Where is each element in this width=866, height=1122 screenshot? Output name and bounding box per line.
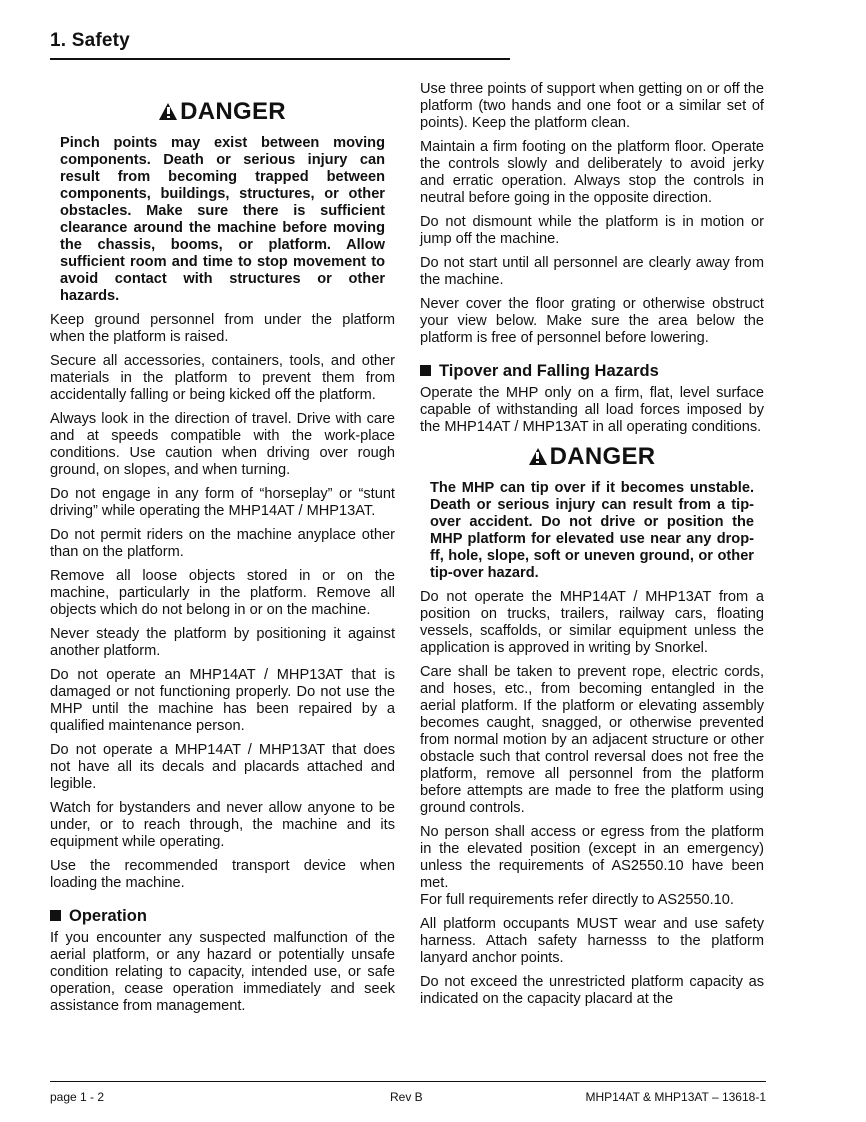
paragraph: Care shall be taken to prevent rope, electric cords, and hoses, etc., from becoming entangled in the aerial platform. If the platform or elevating assembly becomes caught, snagged, or otherwise prevented from normal motion by an adjacent structure or other obstacle such that control reversal does not free the platform, remove all personnel from the platform before attempts are made to free the platform using ground controls. (420, 664, 764, 816)
paragraph: Never steady the platform by positioning it against another platform. (50, 626, 395, 659)
paragraph: Remove all loose objects stored in or on the machine, particularly in the platform. Remove all objects which do not belong in or on the machine. (50, 568, 395, 618)
document-id: MHP14AT & MHP13AT – 13618-1 (585, 1090, 766, 1104)
paragraph: Do not dismount while the platform is in motion or jump off the machine. (420, 214, 764, 247)
paragraph: Maintain a firm footing on the platform floor. Operate the controls slowly and deliberately to avoid jerky and erratic operation. Always stop the controls in neutral before going in the opposite direction. (420, 139, 764, 206)
revision: Rev B (390, 1090, 423, 1104)
paragraph: Do not exceed the unrestricted platform capacity as indicated on the capacity placard at the (420, 974, 764, 1007)
paragraph: Watch for bystanders and never allow anyone to be under, or to reach through, the machine and its equipment while operating. (50, 800, 395, 850)
danger-heading-right (420, 443, 764, 471)
paragraph: No person shall access or egress from the platform in the elevated position (except in an emergency) unless the requirements of AS2550.10 have been met. (420, 824, 764, 891)
paragraph: If you encounter any suspected malfunction of the aerial platform, or any hazard or potentially unsafe condition relating to capacity, intended use, or safe operation, cease operation immediately and seek assistance from management. (50, 930, 395, 1014)
footer-rule (50, 1081, 766, 1082)
danger-heading-left (50, 98, 395, 126)
danger-text-tipover: The MHP can tip over if it becomes unstable. Death or serious injury can result from a tip-over accident. Do not drive or position the MHP platform for elevated use near any drop-ff, hole, slope, soft or uneven ground, or other tip-over hazard. (430, 480, 754, 581)
paragraph: For full requirements refer directly to AS2550.10. (420, 892, 734, 908)
section-heading-operation: Operation (50, 906, 395, 926)
section-heading-tipover: Tipover and Falling Hazards (420, 361, 764, 381)
right-column (420, 81, 764, 1015)
paragraph: Do not start until all personnel are clearly away from the machine. (420, 255, 764, 288)
paragraph: Use three points of support when getting on or off the platform (two hands and one foot or a similar set of points). Keep the platform clean. (420, 81, 764, 131)
paragraph: All platform occupants MUST wear and use safety harness. Attach safety harnesss to the platform lanyard anchor points. (420, 916, 764, 966)
paragraph: Secure all accessories, containers, tools, and other materials in the platform to prevent them from accidentally falling or being kicked off the platform. (50, 353, 395, 403)
left-column (50, 98, 395, 1022)
paragraph: Do not operate a MHP14AT / MHP13AT that does not have all its decals and placards attached and legible. (50, 742, 395, 792)
paragraph: Never cover the floor grating or otherwise obstruct your view below. Make sure the area below the platform is free of personnel before lowering. (420, 296, 764, 346)
paragraph: Operate the MHP only on a firm, flat, level surface capable of withstanding all load forces imposed by the MHP14AT / MHP13AT in all operating conditions. (420, 385, 764, 435)
paragraph: Use the recommended transport device when loading the machine. (50, 858, 395, 891)
danger-label: DANGER (180, 98, 286, 125)
page-number: page 1 - 2 (50, 1090, 105, 1104)
paragraph: Do not permit riders on the machine anyplace other than on the platform. (50, 527, 395, 560)
danger-label: DANGER (549, 443, 656, 470)
page-title: 1. Safety (50, 30, 130, 51)
paragraph: Keep ground personnel from under the platform when the platform is raised. (50, 312, 395, 345)
paragraph: Do not operate the MHP14AT / MHP13AT from a position on trucks, trailers, railway cars, floating vessels, scaffolds, or similar equipment unless the application is approved in writing by Snorkel. (420, 589, 764, 656)
square-bullet-icon (50, 910, 61, 921)
paragraph: Always look in the direction of travel. Drive with care and at speeds compatible with the work-place conditions. Use caution when driving over rough ground, on slopes, and when turning. (50, 411, 395, 478)
square-bullet-icon (420, 365, 431, 376)
paragraph: Do not engage in any form of “horseplay” or “stunt driving” while operating the MHP14AT / MHP13AT. (50, 486, 395, 519)
paragraph: Do not operate an MHP14AT / MHP13AT that is damaged or not functioning properly. Do not use the MHP until the machine has been repaired by a qualified maintenance person. (50, 667, 395, 734)
warning-triangle-icon (529, 448, 547, 465)
header-rule (50, 58, 510, 60)
warning-triangle-icon (159, 103, 177, 120)
danger-text-pinch-points: Pinch points may exist between moving components. Death or serious injury can result from becoming trapped between components, buildings, structures, or other obstacles. Make sure there is sufficient clearance around the machine before moving the chassis, booms, or platform. Allow sufficient room and time to stop movement to avoid contact with structures or other hazards. (60, 135, 385, 304)
